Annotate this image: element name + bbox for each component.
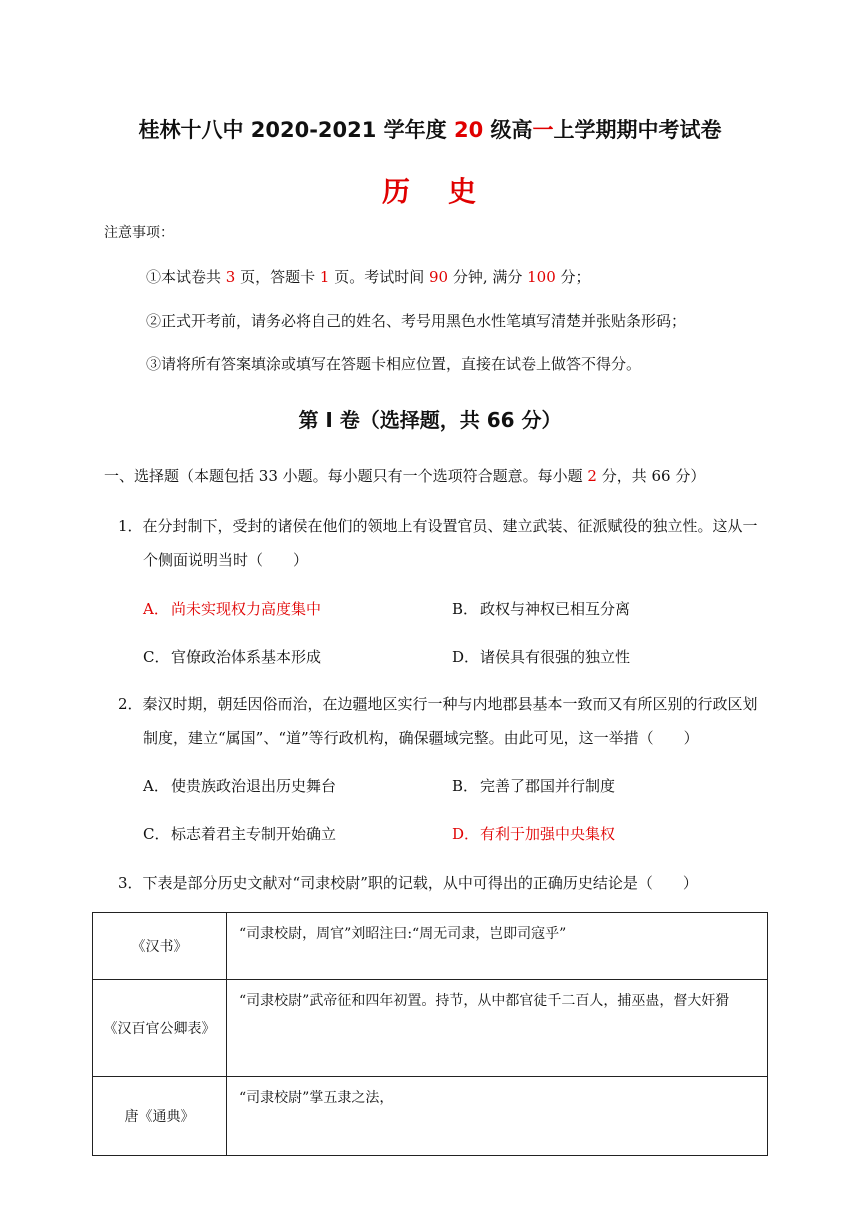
content-cell: “司隶校尉”掌五隶之法，: [227, 1077, 768, 1156]
section-title: 第 I 卷（选择题，共 66 分）: [298, 408, 562, 432]
option-text: 尚未实现权力高度集中: [171, 600, 322, 618]
table-row: [93, 1077, 768, 1156]
notice-text: 页。考试时间: [329, 268, 429, 286]
option-letter: D．: [452, 825, 480, 843]
option-letter: A．: [143, 600, 169, 618]
option-text: 诸侯具有很强的独立性: [480, 648, 631, 666]
intro-text: 分，共 66 分）: [596, 467, 706, 485]
option-letter: B．: [452, 600, 479, 618]
question-2-option-b[interactable]: [452, 775, 615, 796]
option-letter: B．: [452, 777, 479, 795]
question-1-option-c[interactable]: [143, 646, 321, 667]
exam-title: [0, 114, 860, 144]
title-grade-number: 20: [454, 118, 484, 142]
subject-char: 历: [381, 175, 412, 208]
question-2-line-2: 制度，建立“属国”、“道”等行政机构，确保疆域完整。由此可见，这一举措（ ）: [143, 729, 699, 747]
notice-text: 分钟, 满分: [448, 268, 528, 286]
question-1-option-a[interactable]: [143, 598, 321, 619]
option-text: 完善了郡国并行制度: [480, 777, 616, 795]
question-1-line-1: 1．在分封制下，受封的诸侯在他们的领地上有设置官员、建立武装、征派赋役的独立性。这从一: [118, 517, 758, 535]
source-cell: 《汉书》: [93, 913, 227, 980]
notice-number: 1: [319, 268, 330, 286]
option-text: 政权与神权已相互分离: [480, 600, 631, 618]
table-row: [93, 913, 768, 980]
question-2-option-c[interactable]: [143, 823, 336, 844]
content-cell: “司隶校尉，周官”刘昭注曰:“周无司隶，岂即司寇乎”: [227, 913, 768, 980]
question-2-option-d[interactable]: [452, 823, 615, 844]
notice-text: 页，答题卡: [235, 268, 320, 286]
notice-item-2: ②正式开考前，请务必将自己的姓名、考号用黑色水性笔填写清楚并张贴条形码；: [146, 312, 687, 330]
option-text: 使贵族政治退出历史舞台: [171, 777, 337, 795]
notice-label: 注意事项：: [104, 225, 174, 241]
option-text: 标志着君主专制开始确立: [171, 825, 337, 843]
option-letter: D．: [452, 648, 480, 666]
option-letter: C．: [143, 825, 170, 843]
subject-heading: [0, 170, 860, 210]
intro-number: 2: [587, 467, 597, 485]
question-1-option-b[interactable]: [452, 598, 630, 619]
question-1-option-d[interactable]: [452, 646, 630, 667]
notice-text: ①本试卷共: [146, 268, 226, 286]
title-grade-level: 一: [532, 118, 554, 142]
notice-number: 90: [428, 268, 449, 286]
question-1-line-2: 个侧面说明当时（ ）: [143, 551, 309, 569]
option-letter: C．: [143, 648, 170, 666]
notice-number: 3: [225, 268, 236, 286]
question-2-line-1: 2．秦汉时期，朝廷因俗而治，在边疆地区实行一种与内地郡县基本一致而又有所区别的行政区划: [118, 695, 758, 713]
source-cell: 唐《通典》: [93, 1077, 227, 1156]
part-intro: [104, 465, 705, 486]
title-text: 上学期期中考试卷: [553, 118, 722, 142]
question-2-option-a[interactable]: [143, 775, 336, 796]
intro-text: 一、选择题（本题包括 33 小题。每小题只有一个选项符合题意。每小题: [104, 467, 588, 485]
notice-number: 100: [527, 268, 556, 286]
subject-char: 史: [448, 175, 479, 208]
notice-item-3: ③请将所有答案填涂或填写在答题卡相应位置，直接在试卷上做答不得分。: [146, 355, 642, 373]
source-cell: 《汉百官公卿表》: [93, 980, 227, 1077]
notice-text: 分；: [555, 268, 591, 286]
source-table: [92, 912, 768, 1156]
question-3-line-1: 3．下表是部分历史文献对“司隶校尉”职的记载，从中可得出的正确历史结论是（ ）: [118, 874, 698, 892]
option-text: 有利于加强中央集权: [480, 825, 616, 843]
notice-item-1: [146, 266, 591, 287]
option-text: 官僚政治体系基本形成: [171, 648, 322, 666]
table-row: [93, 980, 768, 1077]
title-text: 级高: [483, 118, 533, 142]
content-cell: “司隶校尉”武帝征和四年初置。持节，从中都官徒千二百人，捕巫蛊，督大奸猾: [227, 980, 768, 1077]
option-letter: A．: [143, 777, 169, 795]
title-text: 桂林十八中 2020-2021 学年度: [138, 118, 454, 142]
